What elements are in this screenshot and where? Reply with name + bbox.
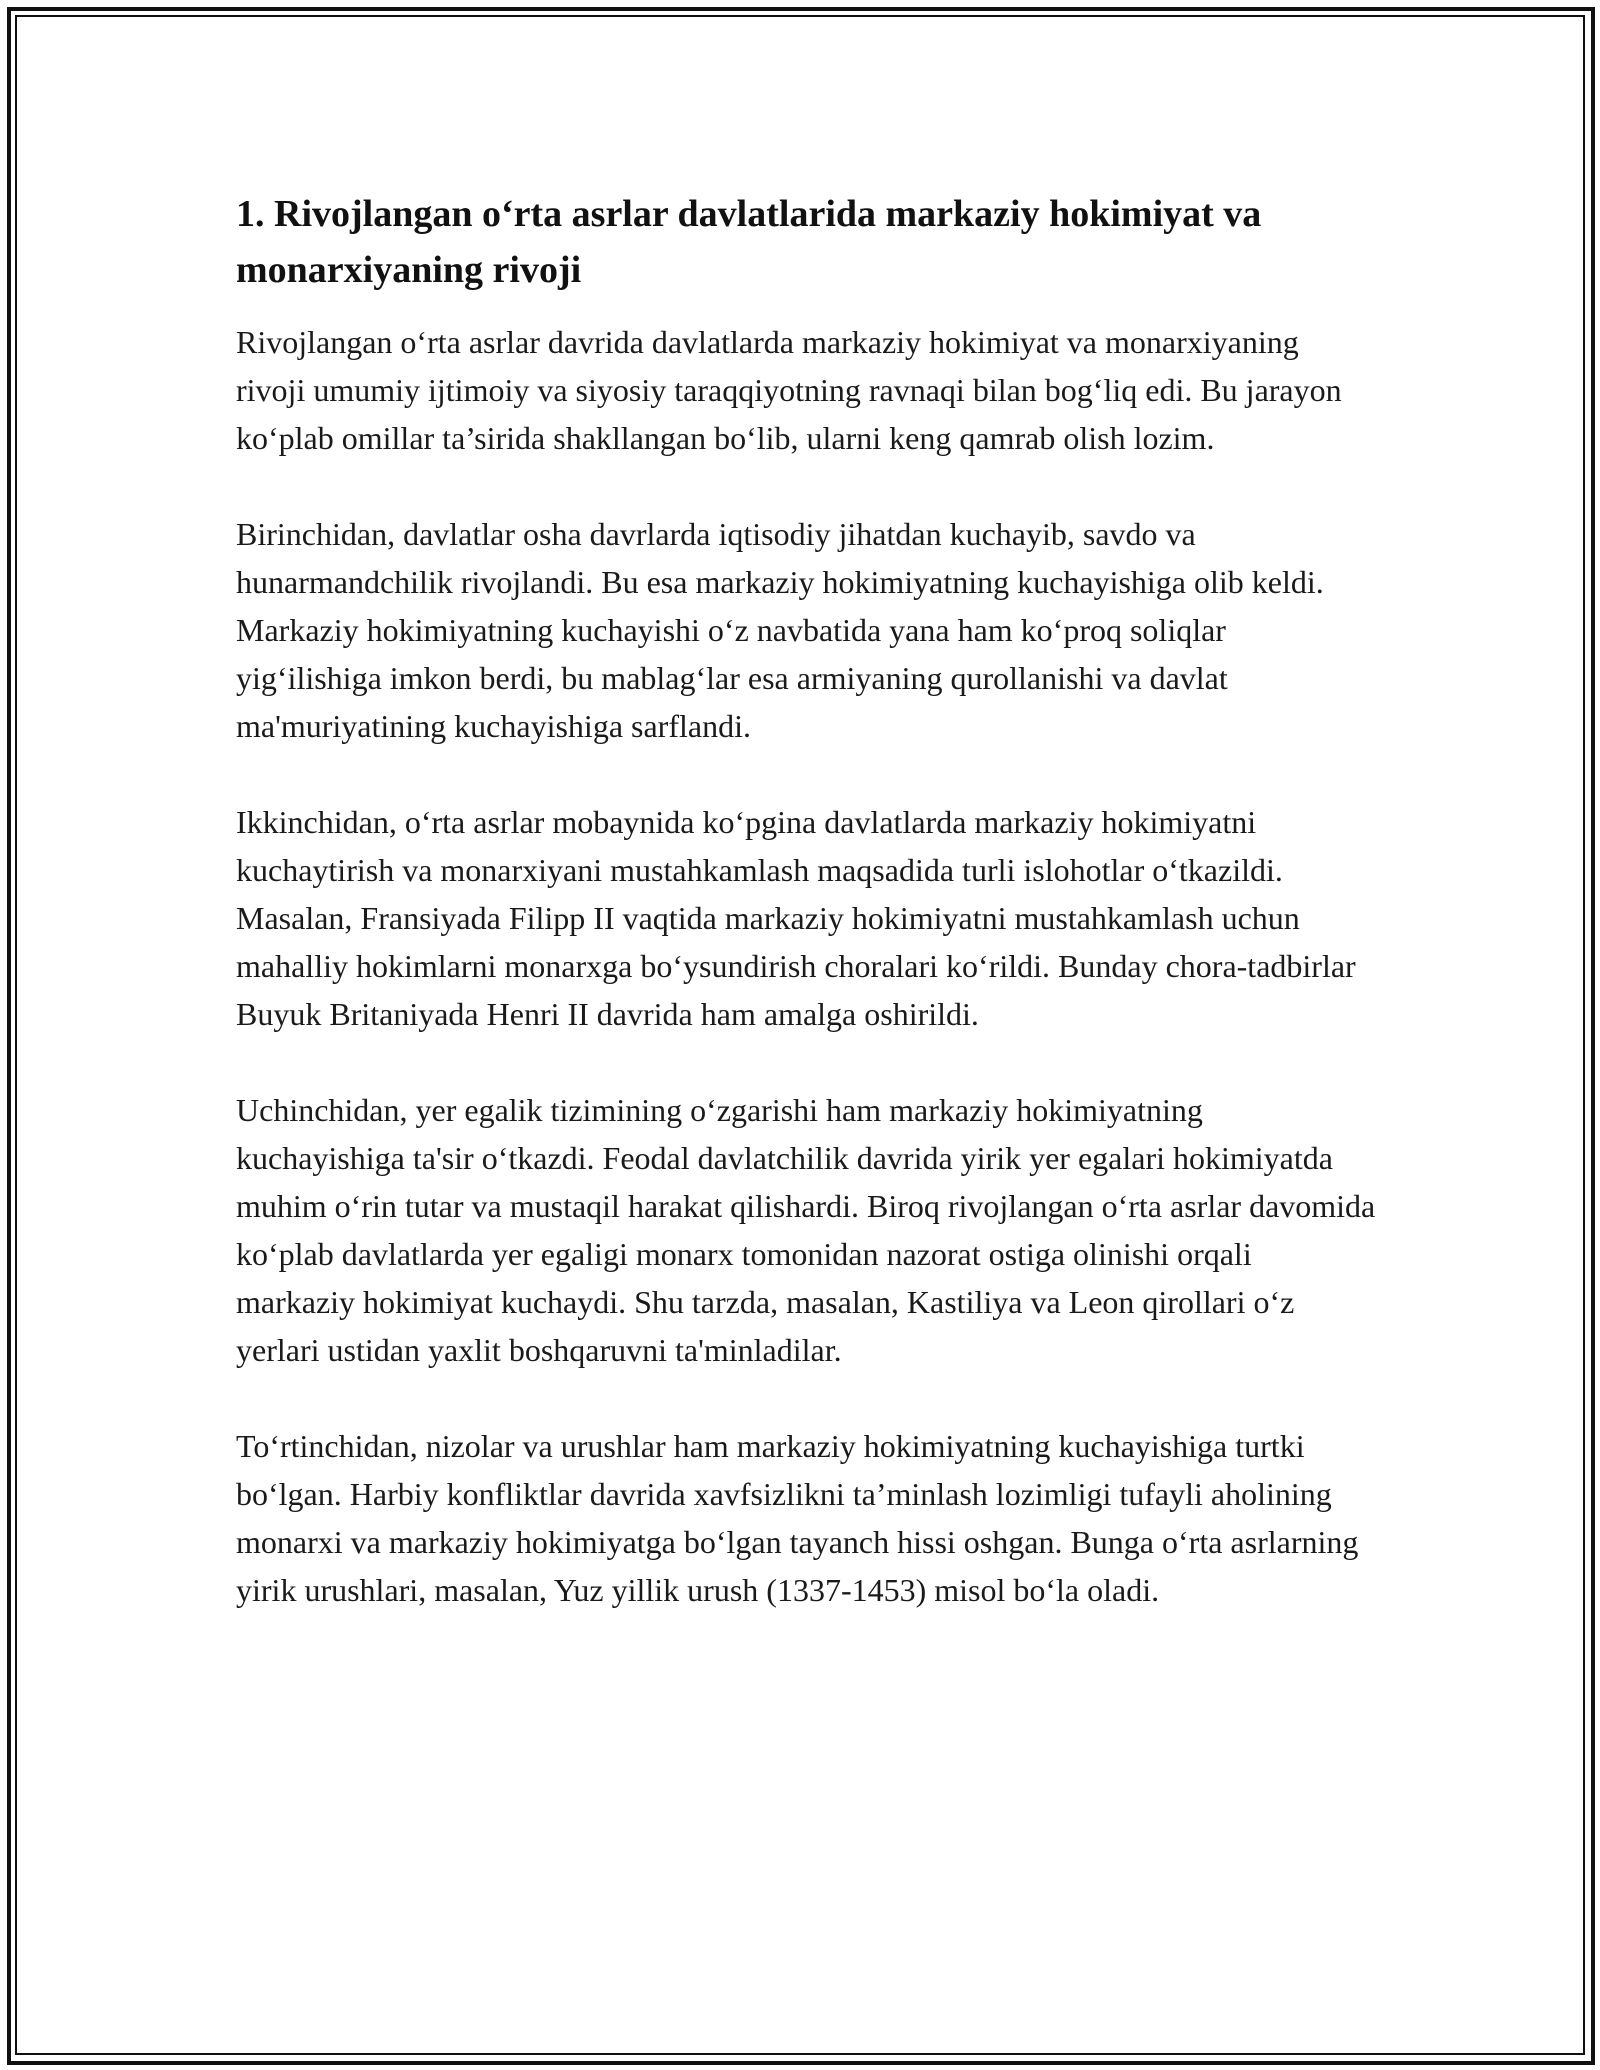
paragraph-first: Birinchidan, davlatlar osha davrlarda iqtisodiy jihatdan kuchayib, savdo va hunarmandchilik rivojlandi. Bu esa markaziy hokimiyatning kuchayishiga olib keldi. Markaziy hokimiyatning kuchayishi o‘z navbatida yana ham ko‘proq soliqlar yig‘ilishiga imkon berdi, bu mablag‘lar esa armiyaning qurollanishi va davlat ma'muriyatining kuchayishiga sarflandi.: [236, 516, 1324, 744]
paragraph-third: Uchinchidan, yer egalik tizimining o‘zgarishi ham markaziy hokimiyatning kuchayishiga ta'sir o‘tkazdi. Feodal davlatchilik davrida yirik yer egalari hokimiyatda muhim o‘rin tutar va mustaqil harakat qilishardi. Biroq rivojlangan o‘rta asrlar davomida ko‘plab davlatlarda yer egaligi monarx tomonidan nazorat ostiga olinishi orqali markaziy hokimiyat kuchaydi. Shu tarzda, masalan, Kastiliya va Leon qirollari o‘z yerlari ustidan yaxlit boshqaruvni ta'minladilar.: [236, 1092, 1376, 1368]
paragraph-second: Ikkinchidan, o‘rta asrlar mobaynida ko‘pgina davlatlarda markaziy hokimiyatni kuchaytirish va monarxiyani mustahkamlash maqsadida turli islohotlar o‘tkazildi. Masalan, Fransiyada Filipp II vaqtida markaziy hokimiyatni mustahkamlash uchun mahalliy hokimlarni monarxga bo‘ysundirish choralari ko‘rildi. Bunday chora-tadbirlar Buyuk Britaniyada Henri II davrida ham amalga oshirildi.: [236, 804, 1356, 1032]
paragraph-fourth: To‘rtinchidan, nizolar va urushlar ham markaziy hokimiyatning kuchayishiga turtki bo‘lgan. Harbiy konfliktlar davrida xavfsizlikni ta’minlash lozimligi tufayli aholining monarxi va markaziy hokimiyatga bo‘lgan tayanch hissi oshgan. Bunga o‘rta asrlarning yirik urushlari, masalan, Yuz yillik urush (1337-1453) misol bo‘la oladi.: [236, 1428, 1359, 1608]
paragraph-intro: Rivojlangan o‘rta asrlar davrida davlatlarda markaziy hokimiyat va monarxiyaning rivoji umumiy ijtimoiy va siyosiy taraqqiyotning ravnaqi bilan bog‘liq edi. Bu jarayon ko‘plab omillar ta’sirida shakllangan bo‘lib, ularni keng qamrab olish lozim.: [236, 324, 1342, 456]
document-body: [236, 186, 1376, 1662]
section-title: 1. Rivojlangan o‘rta asrlar davlatlarida markaziy hokimiyat va monarxiyaning rivoji: [236, 193, 1262, 291]
